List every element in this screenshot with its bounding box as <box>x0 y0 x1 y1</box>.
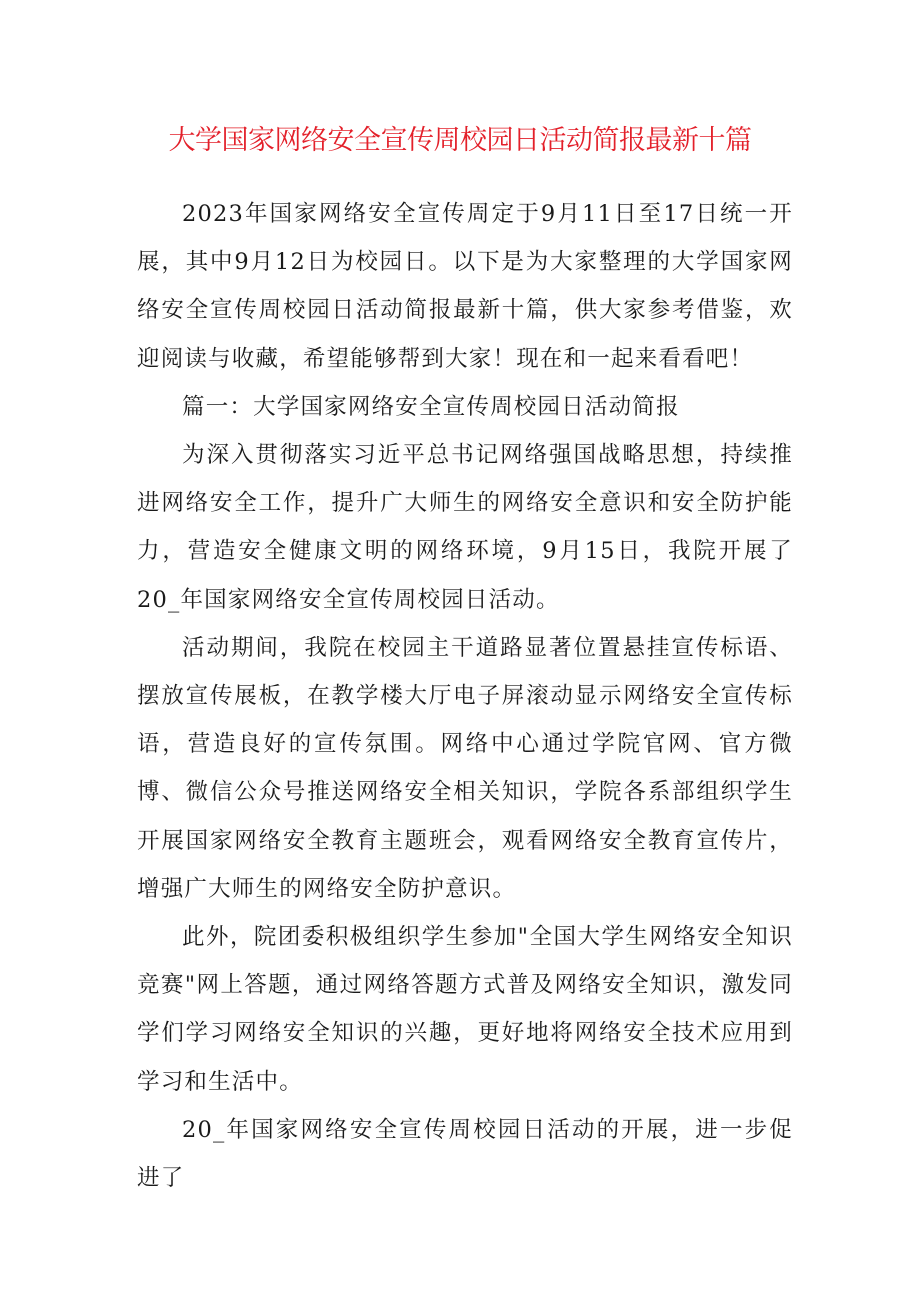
body-paragraph: 为深入贯彻落实习近平总书记网络强国战略思想，持续推进网络安全工作，提升广大师生的网络安全意识和安全防护能力，营造安全健康文明的网络环境，9月15日，我院开展了20_年国家网络安全宣传周校园日活动。 <box>137 442 793 613</box>
body-paragraph: 此外，院团委积极组织学生参加"全国大学生网络安全知识竞赛"网上答题，通过网络答题方式普及网络安全知识，激发同学们学习网络安全知识的兴趣，更好地将网络安全技术应用到学习和生活中。 <box>137 924 793 1095</box>
document-title: 大学国家网络安全宣传周校园日活动简报最新十篇 <box>168 125 752 156</box>
section-heading: 篇一：大学国家网络安全宣传周校园日活动简报 <box>182 393 680 420</box>
intro-paragraph: 2023年国家网络安全宣传周定于9月11日至17日统一开展，其中9月12日为校园日。以下是为大家整理的大学国家网络安全宣传周校园日活动简报最新十篇，供大家参考借鉴，欢迎阅读与收藏，希望能够帮到大家！现在和一起来看看吧！ <box>137 201 793 372</box>
body-paragraph: 活动期间，我院在校园主干道路显著位置悬挂宣传标语、摆放宣传展板，在教学楼大厅电子屏滚动显示网络安全宣传标语，营造良好的宣传氛围。网络中心通过学院官网、官方微博、微信公众号推送网络安全相关知识，学院各系部组织学生开展国家网络安全教育主题班会，观看网络安全教育宣传片，增强广大师生的网络安全防护意识。 <box>137 634 793 902</box>
document-body <box>137 190 793 1202</box>
body-paragraph: 20_年国家网络安全宣传周校园日活动的开展，进一步促进了 <box>137 1116 793 1192</box>
